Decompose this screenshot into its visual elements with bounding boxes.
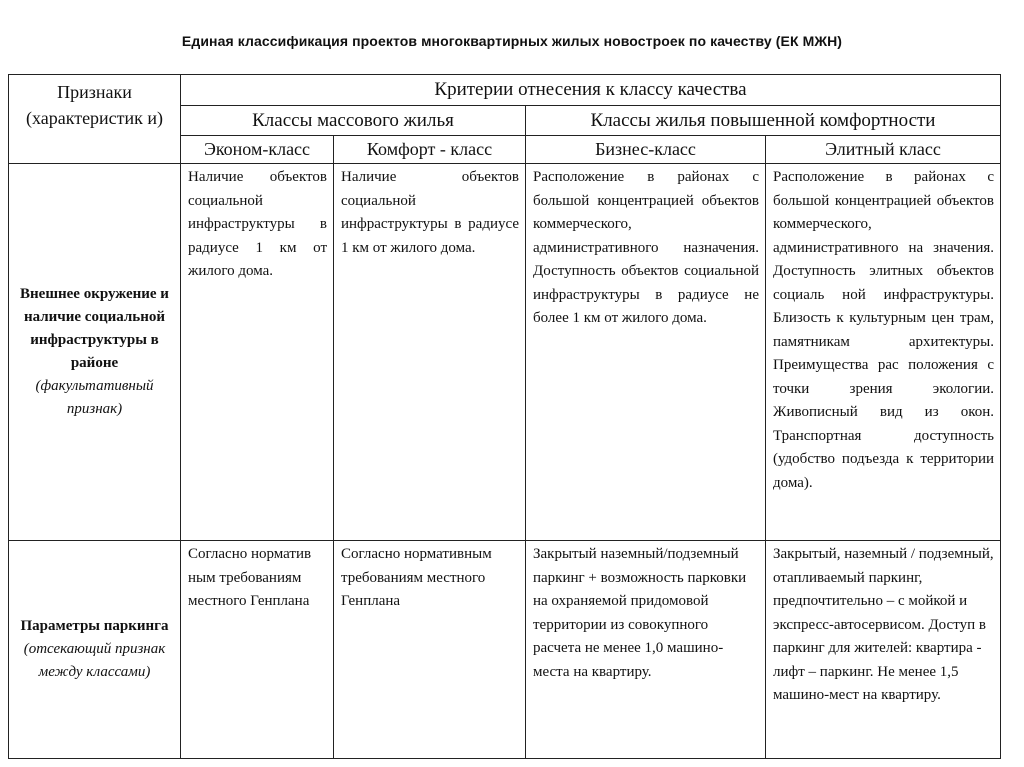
cell-comfort: Наличие объектов социальной инфраструктуры в радиусе 1 км от жилого дома. <box>334 164 526 541</box>
mass-housing-header: Классы массового жилья <box>181 106 526 136</box>
cell-elite: Закрытый, наземный / подземный, отапливаемый паркинг, предпочтительно – с мойкой и экспресс-автосервисом. Доступ в паркинг для жителей: квартира - лифт – паркинг. Не менее 1,5 машино-мест на квартиру. <box>766 541 1001 759</box>
document-title: Единая классификация проектов многоквартирных жилых новостроек по качеству (ЕК МЖН) <box>181 33 843 49</box>
feature-note: (факультативный признак) <box>35 378 154 417</box>
cell-economy: Согласно норматив ным требованиям местного Генплана <box>181 541 334 759</box>
criteria-header: Критерии отнесения к классу качества <box>181 75 1001 106</box>
feature-cell <box>9 541 181 759</box>
classification-table <box>8 74 1001 759</box>
cell-comfort: Согласно нормативным требованиям местного Генплана <box>334 541 526 759</box>
class-header-business: Бизнес-класс <box>526 136 766 164</box>
feature-cell <box>9 164 181 541</box>
comfort-housing-header: Классы жилья повышенной комфортности <box>526 106 1001 136</box>
feature-note: (отсекающий признак между классами) <box>23 641 166 680</box>
cell-elite: Расположение в районах с большой концентрацией объектов коммерческого, административного на значения. Доступность элитных объектов социаль ной инфраструктуры. Близость к культурным цен трам, памятникам архитектуры. Преимущества рас положения с точки зрения экологии. Живописный вид из окон. Транспортная доступность (удобство подъезда к территории дома). <box>766 164 1001 541</box>
feature-title: Параметры паркинга <box>20 618 169 634</box>
table-row <box>9 164 1001 541</box>
features-header: Признаки (характеристик и) <box>9 75 181 164</box>
feature-title: Внешнее окружение и наличие социальной инфраструктуры в районе <box>20 286 169 371</box>
table-row <box>9 541 1001 759</box>
class-header-elite: Элитный класс <box>766 136 1001 164</box>
cell-business: Расположение в районах с большой концентрацией объектов коммерческого, административного назначения. Доступность объектов социальной инфраструктуры в радиусе не более 1 км от жилого дома. <box>526 164 766 541</box>
cell-economy: Наличие объектов социальной инфраструктуры в радиусе 1 км от жилого дома. <box>181 164 334 541</box>
class-header-economy: Эконом-класс <box>181 136 334 164</box>
class-header-comfort: Комфорт - класс <box>334 136 526 164</box>
cell-business: Закрытый наземный/подземный паркинг + возможность парковки на охраняемой придомовой территории из совокупного расчета не менее 1,0 машино-места на квартиру. <box>526 541 766 759</box>
